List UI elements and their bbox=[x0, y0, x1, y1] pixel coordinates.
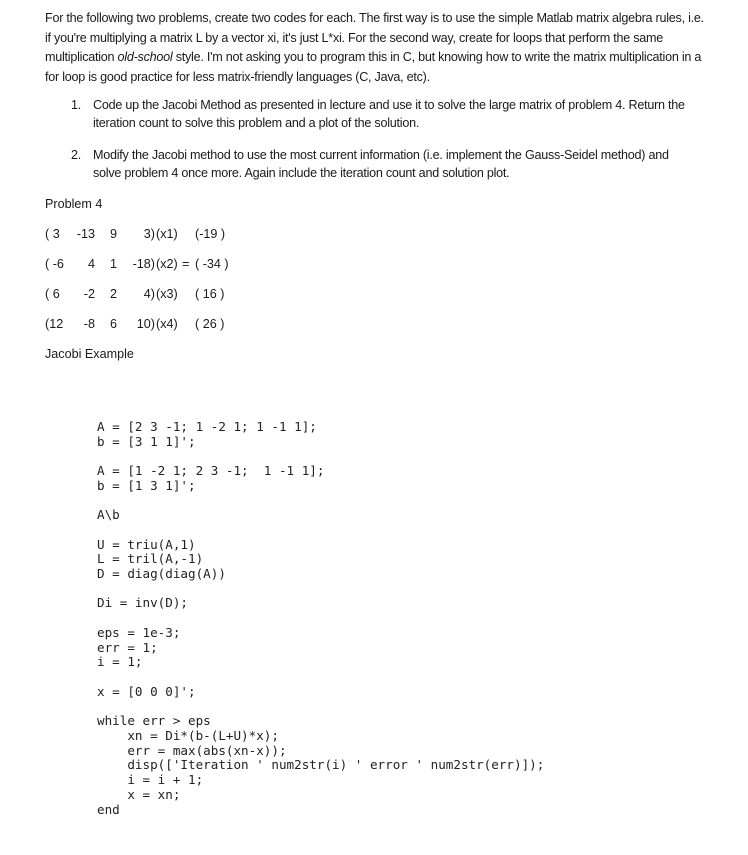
matrix-cell: (x4) bbox=[156, 316, 178, 331]
code-line bbox=[97, 670, 705, 685]
code-line: A = [1 -2 1; 2 3 -1; 1 -1 1]; bbox=[97, 462, 325, 478]
matrix-cell: (x3) bbox=[156, 286, 178, 301]
matrix-cell: = bbox=[182, 256, 190, 271]
code-line: L = tril(A,-1) bbox=[97, 551, 204, 567]
list-number: 1. bbox=[71, 97, 82, 112]
code-line bbox=[97, 611, 705, 626]
code-line: A = [2 3 -1; 1 -2 1; 1 -1 1]; bbox=[97, 418, 317, 434]
code-line bbox=[97, 582, 705, 597]
code-line: while err > eps bbox=[97, 713, 211, 729]
code-line: xn = Di*(b-(L+U)*x); bbox=[97, 727, 279, 743]
matrix-cell: ( -34 ) bbox=[195, 256, 229, 271]
matrix-cell: 9 bbox=[109, 226, 117, 241]
intro-paragraph bbox=[45, 9, 705, 88]
code-line bbox=[97, 699, 705, 714]
matrix-cell: 3) bbox=[143, 226, 155, 241]
matrix-cell: 1 bbox=[109, 256, 117, 271]
code-line: i = 1; bbox=[97, 654, 143, 670]
matrix-row bbox=[45, 226, 705, 242]
list-text: Modify the Jacobi method to use the most current information (i.e. implement the Gauss-Seidel method) and solve problem 4 once more. Again include the iteration count and solution plot. bbox=[93, 147, 669, 180]
code-line: A\b bbox=[97, 507, 120, 523]
code-line: disp(['Iteration ' num2str(i) ' error ' num2str(err)]); bbox=[97, 757, 545, 773]
code-line: err = max(abs(xn-x)); bbox=[97, 742, 287, 758]
list-item bbox=[71, 96, 693, 132]
matrix-cell: ( 26 ) bbox=[195, 316, 225, 331]
problem-title: Problem 4 bbox=[45, 196, 103, 211]
code-line bbox=[97, 523, 705, 538]
matrix-cell: -8 bbox=[83, 316, 95, 331]
matrix-row bbox=[45, 286, 705, 302]
matrix-cell: ( 3 bbox=[45, 226, 60, 241]
matrix-cell: ( 6 bbox=[45, 286, 60, 301]
matrix-cell: (x1) bbox=[156, 226, 178, 241]
code-block bbox=[97, 420, 705, 817]
code-line: eps = 1e-3; bbox=[97, 624, 181, 640]
matrix-cell: 4 bbox=[87, 256, 95, 271]
code-line bbox=[97, 449, 705, 464]
intro-text-1: For the following two problems, create two codes for each. The first way is to use the simple Matlab matrix algebra rules, i.e. if you're multiplying a matrix L by a vector xi, it's just L*xi. For the second way, create for loops that perform the same multiplication bbox=[45, 11, 704, 65]
code-line: x = xn; bbox=[97, 786, 181, 802]
matrix-row bbox=[45, 316, 705, 332]
matrix-cell: (12 bbox=[45, 316, 64, 331]
code-line: i = i + 1; bbox=[97, 772, 204, 788]
matrix-row bbox=[45, 256, 705, 272]
matrix-cell: ( -6 bbox=[45, 256, 64, 271]
matrix-cell: -18) bbox=[132, 256, 155, 271]
code-line: b = [3 1 1]'; bbox=[97, 433, 196, 449]
matrix-cell: (-19 ) bbox=[195, 226, 226, 241]
list-number: 2. bbox=[71, 147, 82, 162]
code-line: b = [1 3 1]'; bbox=[97, 477, 196, 493]
code-line: Di = inv(D); bbox=[97, 595, 188, 611]
code-line: x = [0 0 0]'; bbox=[97, 683, 196, 699]
matrix-cell: ( 16 ) bbox=[195, 286, 225, 301]
matrix-cell: 2 bbox=[109, 286, 117, 301]
intro-italic: old-school bbox=[117, 50, 173, 65]
intro-text-2: style. I'm not asking you to program this in C, but knowing how to write the matrix multiplication in a for loop is good practice for less matrix-friendly languages (C, Java, etc). bbox=[45, 50, 702, 85]
matrix-cell: 10) bbox=[136, 316, 155, 331]
code-line: err = 1; bbox=[97, 639, 158, 655]
matrix-cell: -2 bbox=[83, 286, 95, 301]
matrix-cell: 4) bbox=[143, 286, 155, 301]
matrix-cell: 6 bbox=[109, 316, 117, 331]
matrix-equation bbox=[45, 226, 705, 332]
code-line: U = triu(A,1) bbox=[97, 536, 196, 552]
list-item bbox=[71, 146, 693, 182]
example-title: Jacobi Example bbox=[45, 346, 134, 361]
code-line: D = diag(diag(A)) bbox=[97, 566, 226, 581]
code-line: end bbox=[97, 801, 120, 817]
matrix-cell: (x2) bbox=[156, 256, 178, 271]
code-line bbox=[97, 493, 705, 508]
list-text: Code up the Jacobi Method as presented in lecture and use it to solve the large matrix of problem 4. Return the iteration count to solve this problem and a plot of the solution. bbox=[93, 97, 685, 130]
matrix-cell: -13 bbox=[76, 226, 95, 241]
